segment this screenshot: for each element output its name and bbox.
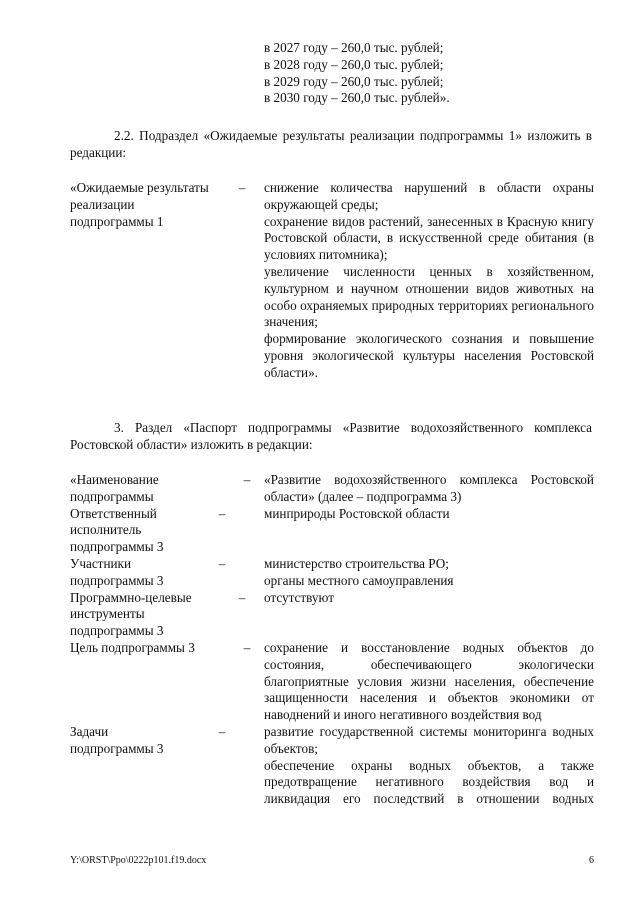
- list-item: формирование экологического сознания и повышение уровня экологической культуры населения Ростовской области».: [264, 331, 594, 380]
- passport-row-participants: [70, 556, 594, 590]
- row-label: «Ожидаемые результаты реализации подпрограммы 1: [70, 180, 209, 229]
- row-content: [264, 506, 594, 556]
- row-dash: –: [218, 723, 226, 739]
- list-item: обеспечение охраны водных объектов, а также предотвращение негативного воздействия вод и ликвидация его последствий в отношении водных: [264, 757, 594, 807]
- list-item: министерство строительства РО;: [264, 555, 449, 571]
- row-dash: –: [218, 505, 226, 521]
- funding-line: в 2029 году – 260,0 тыс. рублей;: [264, 73, 444, 89]
- file-path: Y:\ORST\Ppo\0222p101.f19.docx: [70, 855, 207, 866]
- list-item: сохранение видов растений, занесенных в Красную книгу Ростовской области, в искусственной среде обитания (в условиях питомника);: [264, 213, 594, 263]
- row-label: Задачи подпрограммы 3: [70, 723, 164, 756]
- list-item: увеличение численности ценных в хозяйственном, культурном и научном отношении видов животных на особо охраняемых природных территориях регионального значения;: [264, 263, 594, 330]
- passport-row-goal: [70, 640, 594, 724]
- page-footer: [70, 855, 594, 867]
- passport-row-instruments: [70, 590, 594, 640]
- funding-line: в 2030 году – 260,0 тыс. рублей».: [264, 90, 450, 106]
- funding-line: в 2028 году – 260,0 тыс. рублей;: [264, 56, 444, 72]
- list-item: сохранение и восстановление водных объектов до состояния, обеспечивающего экологически благоприятные условия жизни населения, обеспечение защищенности населения и объектов экономики от наводнений и иного негативного воздействия вод: [264, 639, 594, 723]
- expected-results-row: [70, 180, 594, 382]
- passport-row-tasks: [70, 724, 594, 808]
- row-content: [264, 590, 594, 640]
- section-expected-results: [70, 180, 594, 382]
- row-label: Цель подпрограммы 3: [70, 639, 195, 655]
- row-dash: –: [243, 472, 251, 487]
- row-dash: –: [238, 180, 246, 195]
- row-label: «Наименование подпрограммы: [70, 472, 159, 504]
- list-item: «Развитие водохозяйственного комплекса Ростовской области» (далее – подпрограмма 3): [264, 472, 594, 504]
- passport-row-name: [70, 472, 594, 506]
- funding-line: в 2027 году – 260,0 тыс. рублей;: [264, 40, 444, 55]
- page-number: 6: [589, 855, 594, 866]
- row-label: Участники подпрограммы 3: [70, 555, 164, 588]
- paragraph-3: 3. Раздел «Паспорт подпрограммы «Развитие водохозяйственного комплекса Ростовской области» изложить в редакции:: [70, 420, 592, 452]
- row-label: Ответственный исполнитель подпрограммы 3: [70, 505, 164, 555]
- paragraph-2-2: 2.2. Подраздел «Ожидаемые результаты реализации подпрограммы 1» изложить в редакции:: [70, 128, 592, 160]
- list-item: минприроды Ростовской области: [264, 505, 450, 521]
- list-item: снижение количества нарушений в области охраны окружающей среды;: [264, 180, 594, 212]
- list-item: развитие государственной системы мониторинга водных объектов;: [264, 723, 594, 756]
- passport-row-responsible: [70, 506, 594, 556]
- row-dash: –: [218, 555, 226, 571]
- section-subprogram-passport: [70, 472, 594, 808]
- row-content: [264, 472, 594, 506]
- row-content: [264, 556, 594, 590]
- funding-lines: [264, 40, 594, 107]
- row-dash: –: [243, 639, 251, 655]
- list-item: отсутствуют: [264, 589, 334, 605]
- row-label: Программно-целевые инструменты подпрограммы 3: [70, 589, 192, 639]
- list-item: органы местного самоуправления: [264, 572, 454, 588]
- row-content: [264, 180, 594, 382]
- row-dash: –: [238, 589, 246, 605]
- row-content: [264, 724, 594, 808]
- row-content: [264, 640, 594, 724]
